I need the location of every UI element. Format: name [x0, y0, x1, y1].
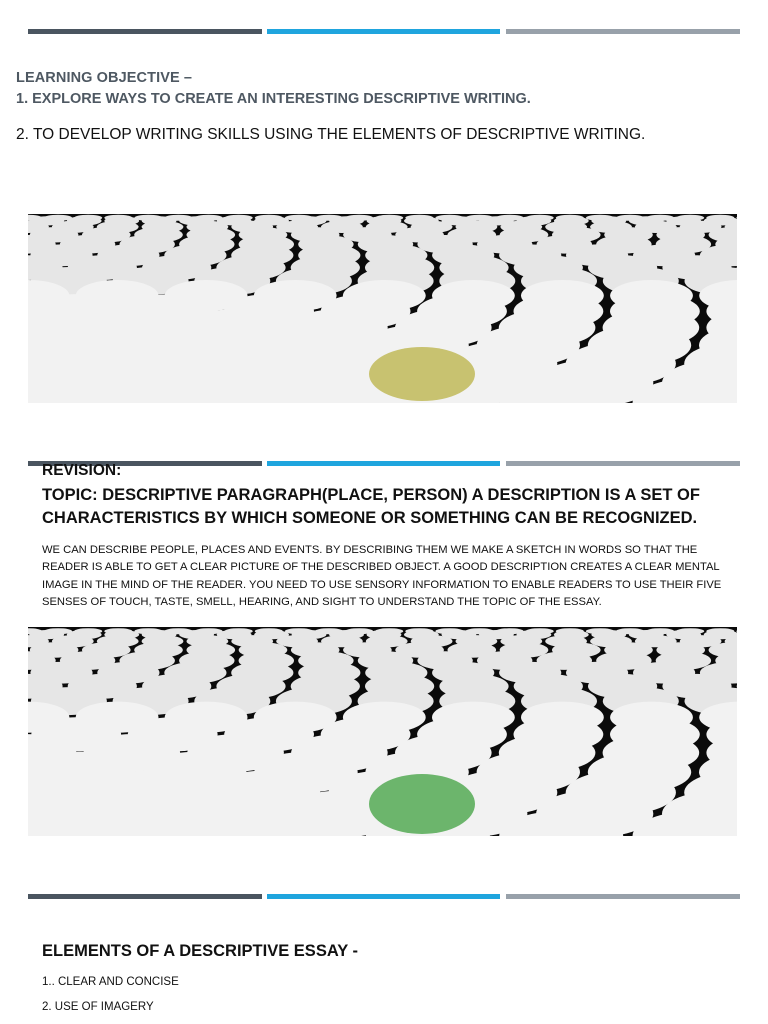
slide2-banner-image [28, 627, 737, 836]
objective-heading: LEARNING OBJECTIVE – [16, 70, 193, 86]
element-item-1: 1.. CLEAR AND CONCISE [42, 976, 179, 988]
slide1-banner-image [28, 214, 737, 403]
slide1-rule-dark [28, 29, 262, 34]
disc-grid-image [28, 214, 737, 403]
elements-title: ELEMENTS OF A DESCRIPTIVE ESSAY - [42, 942, 359, 960]
slide2-rule-gray [506, 461, 740, 466]
description-paragraph: WE CAN DESCRIBE PEOPLE, PLACES AND EVENTS. BY DESCRIBING THEM WE MAKE A SKETCH IN WORDS SO THAT THE READER IS ABLE TO GET A CLEAR PICTURE OF THE DESCRIBED OBJECT. A GOOD DESCRIPTION CREATES A CLEAR MENTAL IMAGE IN THE MIND OF THE READER. YOU NEED TO USE SENSORY INFORMATION TO ENABLE READERS TO USE THEIR FIVE SENSES OF TOUCH, TASTE, SMELL, HEARING, AND SIGHT TO UNDERSTAND THE TOPIC OF THE ESSAY. [42, 544, 722, 608]
slide3-rule-dark [28, 894, 262, 899]
slide2-rule-blue [267, 461, 500, 466]
topic-heading: TOPIC: DESCRIPTIVE PARAGRAPH(PLACE, PERSON) A DESCRIPTION IS A SET OF CHARACTERISTICS BY WHICH SOMEONE OR SOMETHING CAN BE RECOGNIZED. [42, 486, 700, 527]
highlighted-disc [369, 347, 475, 401]
revision-title: REVISION: [42, 462, 122, 479]
highlighted-disc [369, 774, 475, 834]
disc-grid-image [28, 627, 737, 836]
slide1-rule-blue [267, 29, 500, 34]
objective-1: 1. EXPLORE WAYS TO CREATE AN INTERESTING DESCRIPTIVE WRITING. [16, 91, 531, 107]
element-item-2: 2. USE OF IMAGERY [42, 1001, 154, 1013]
slide1-rule-gray [506, 29, 740, 34]
slide3-rule-gray [506, 894, 740, 899]
slide3-rule-blue [267, 894, 500, 899]
objective-2: 2. TO DEVELOP WRITING SKILLS USING THE ELEMENTS OF DESCRIPTIVE WRITING. [16, 126, 646, 143]
